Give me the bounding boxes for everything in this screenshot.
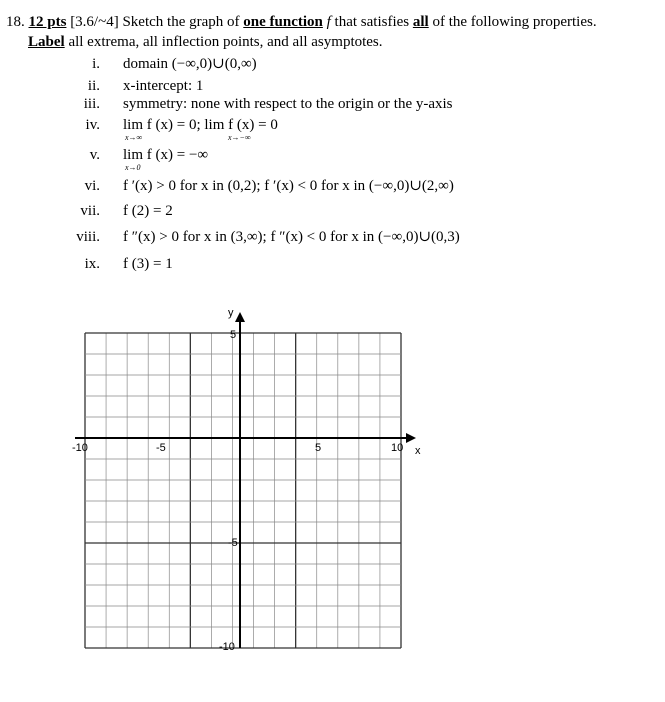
limit-sub-neg: x→−∞ xyxy=(228,133,251,142)
points: 12 pts xyxy=(28,14,67,30)
prompt-part-b: that satisfies xyxy=(334,14,410,30)
x-tick-5: 5 xyxy=(315,442,322,454)
y-tick-5: 5 xyxy=(230,329,237,341)
property-f-of-3: f (3) = 1 xyxy=(123,256,173,272)
problem-number: 18. xyxy=(6,14,25,30)
y-axis-arrow xyxy=(235,312,245,322)
numeral-iv: iv. xyxy=(85,117,100,133)
limit-neg-infinity: lim f (x) = 0 xyxy=(204,117,278,133)
label-word: Label xyxy=(28,34,65,50)
section-ref: [3.6/~4] xyxy=(70,14,119,30)
x-axis-label: x xyxy=(415,445,421,457)
x-tick-neg10: -10 xyxy=(72,442,88,454)
y-tick-neg10: -10 xyxy=(219,641,235,653)
limit-sub-pos: x→∞ xyxy=(125,133,143,142)
x-axis-arrow xyxy=(406,433,416,443)
numeral-v: v. xyxy=(89,147,100,163)
prompt-part-a: Sketch the graph of xyxy=(122,14,240,30)
prompt-part-c: of the following properties. xyxy=(432,14,597,30)
prompt-all: all xyxy=(412,14,429,30)
property-first-derivative: f ′(x) > 0 for x in (0,2); f ′(x) < 0 for x in (−∞,0)∪(2,∞) xyxy=(123,178,454,194)
numeral-ix: ix. xyxy=(84,256,100,272)
limit-pos-infinity: lim f (x) = 0; xyxy=(123,117,201,133)
grid-lines xyxy=(85,333,404,648)
numeral-viii: viii. xyxy=(76,229,100,245)
y-axis-label: y xyxy=(228,307,234,319)
property-limit-zero: lim f (x) = −∞ xyxy=(123,147,209,163)
property-symmetry: symmetry: none with respect to the origin or the y-axis xyxy=(123,96,453,112)
numeral-vii: vii. xyxy=(80,203,100,219)
property-domain: domain (−∞,0)∪(0,∞) xyxy=(123,56,257,72)
numeral-ii: ii. xyxy=(87,78,100,94)
numeral-i: i. xyxy=(92,56,100,72)
limit-sub-zero: x→0 xyxy=(125,163,141,172)
prompt-one-function: one function xyxy=(243,14,323,30)
x-tick-neg5: -5 xyxy=(156,442,166,454)
y-tick-neg5: -5 xyxy=(228,537,238,549)
x-tick-10: 10 xyxy=(391,442,404,454)
property-f-of-2: f (2) = 2 xyxy=(123,203,173,219)
numeral-iii: iii. xyxy=(83,96,100,112)
label-rest: all extrema, all inflection points, and all asymptotes. xyxy=(68,34,383,50)
property-x-intercept: x-intercept: 1 xyxy=(123,78,204,94)
property-second-derivative: f ″(x) > 0 for x in (3,∞); f ″(x) < 0 for x in (−∞,0)∪(0,3) xyxy=(123,229,460,245)
prompt-f: f xyxy=(326,14,331,30)
numeral-vi: vi. xyxy=(84,178,100,194)
